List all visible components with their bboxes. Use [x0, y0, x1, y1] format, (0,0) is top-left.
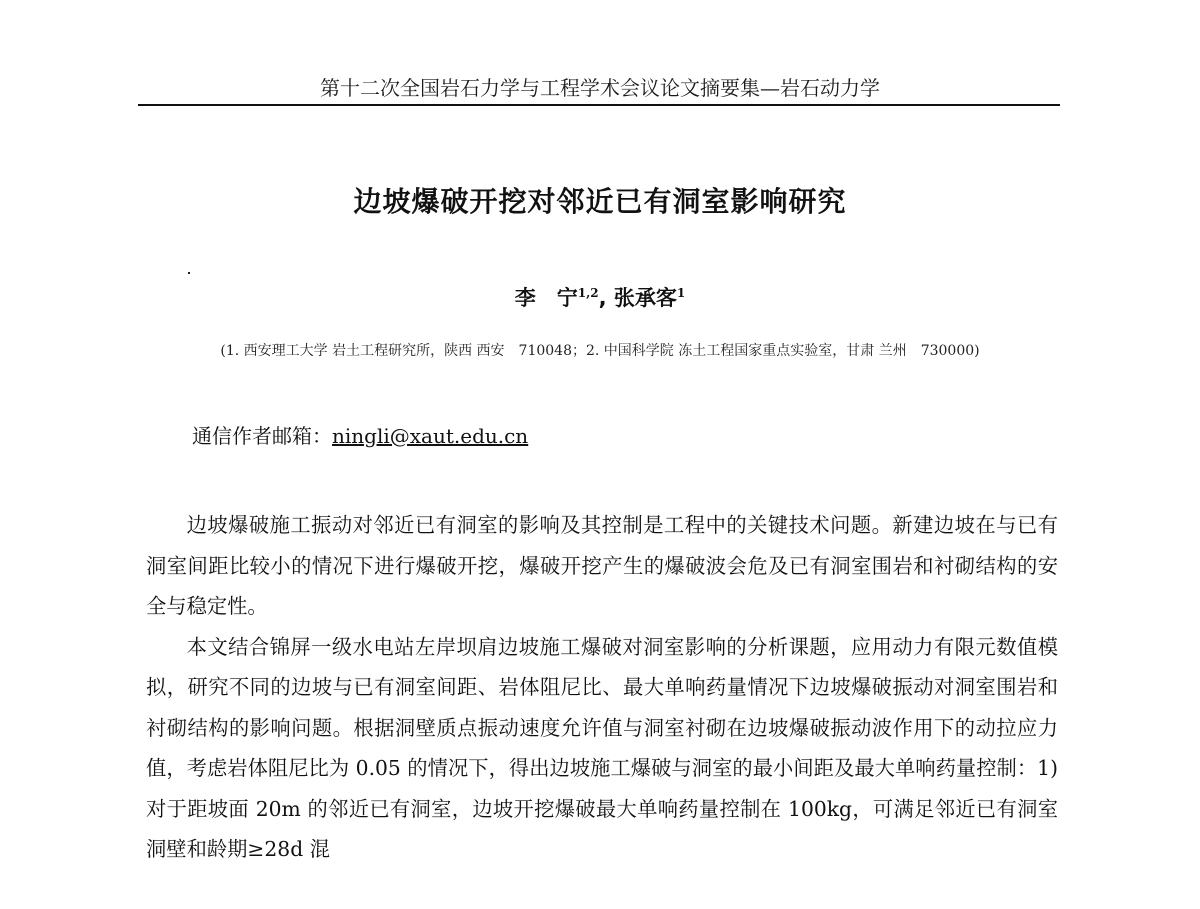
author-2-name: 张承客	[613, 286, 677, 310]
email-link[interactable]: ningli@xaut.edu.cn	[332, 424, 529, 448]
paper-title: 边坡爆破开挖对邻近已有洞室影响研究	[353, 185, 847, 218]
abstract-body	[146, 505, 1058, 870]
author-1-affil-mark: 1,2	[577, 286, 599, 300]
running-head: 第十二次全国岩石力学与工程学术会议论文摘要集—岩石动力学	[320, 76, 880, 100]
scan-speck	[188, 272, 190, 274]
author-1-name: 李 宁	[514, 286, 578, 310]
abstract-paragraph-2: 本文结合锦屏一级水电站左岸坝肩边坡施工爆破对洞室影响的分析课题，应用动力有限元数值模拟，研究不同的边坡与已有洞室间距、岩体阻尼比、最大单响药量情况下边坡爆破振动对洞室围岩和衬砌结构的影响问题。根据洞壁质点振动速度允许值与洞室衬砌在边坡爆破振动波作用下的动拉应力值，考虑岩体阻尼比为 0.05 的情况下，得出边坡施工爆破与洞室的最小间距及最大单响药量控制：1) 对于距坡面 20m 的邻近已有洞室，边坡开挖爆破最大单响药量控制在 100kg，可满足邻近已有洞室洞壁和龄期≥28d 混	[146, 634, 1058, 861]
abstract-paragraph-1: 边坡爆破施工振动对邻近已有洞室的影响及其控制是工程中的关键技术问题。新建边坡在与已有洞室间距比较小的情况下进行爆破开挖，爆破开挖产生的爆破波会危及已有洞室围岩和衬砌结构的安全与稳定性。	[146, 513, 1058, 618]
header-rule	[138, 104, 1060, 106]
corresponding-email-line	[192, 420, 528, 449]
email-label: 通信作者邮箱：	[192, 424, 332, 448]
author-line	[140, 282, 1060, 312]
author-separator: ,	[598, 286, 614, 310]
author-2-affil-mark: 1	[676, 286, 686, 300]
affiliations: (1. 西安理工大学 岩土工程研究所，陕西 西安 710048；2. 中国科学院 冻土工程国家重点实验室，甘肃 兰州 730000)	[220, 343, 980, 359]
